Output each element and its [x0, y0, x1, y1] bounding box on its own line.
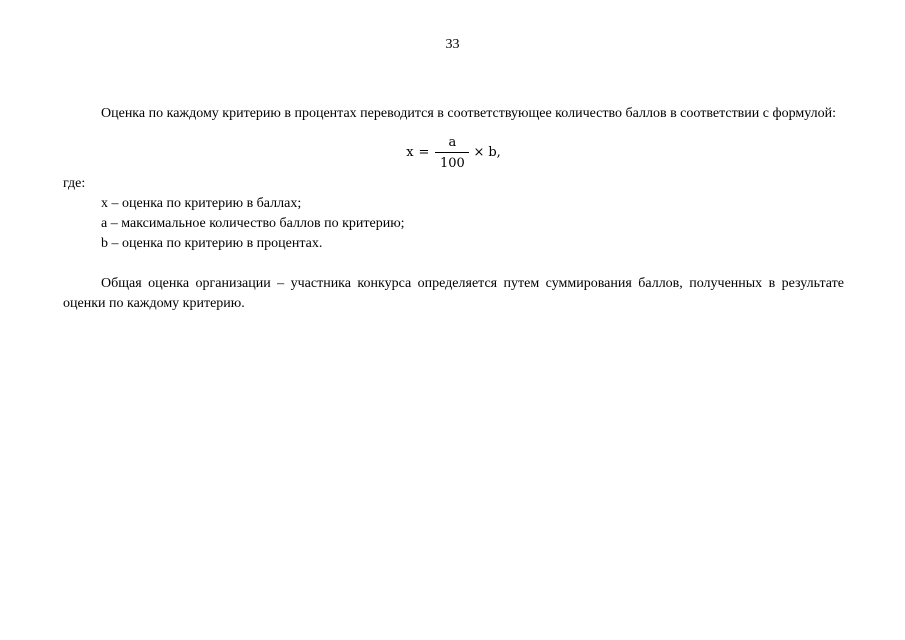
- definition-list: [63, 194, 844, 254]
- total-paragraph: Общая оценка организации – участника конкурса определяется путем суммирования баллов, полученных в результате оценки по каждому критерию.: [63, 276, 844, 311]
- formula-numerator: a: [448, 135, 457, 150]
- paragraph-spacer: [63, 254, 844, 274]
- score-formula: [63, 132, 844, 174]
- formula-denominator: 100: [440, 156, 465, 171]
- where-label: где:: [63, 176, 86, 191]
- fraction-bar: [435, 152, 469, 153]
- formula-equals: =: [418, 145, 430, 160]
- formula-lhs: x: [406, 145, 414, 160]
- formula-times: ×: [473, 145, 485, 160]
- page-number: 33: [445, 37, 460, 52]
- formula-fraction: [435, 134, 469, 172]
- document-body: [63, 104, 844, 314]
- definition-item: b – оценка по критерию в процентах.: [101, 236, 323, 251]
- definition-item: a – максимальное количество баллов по критерию;: [101, 216, 405, 231]
- formula-rhs: b,: [488, 145, 501, 160]
- intro-paragraph: Оценка по каждому критерию в процентах переводится в соответствующее количество баллов в соответствии с формулой:: [101, 106, 836, 121]
- definition-item: x – оценка по критерию в баллах;: [101, 196, 302, 211]
